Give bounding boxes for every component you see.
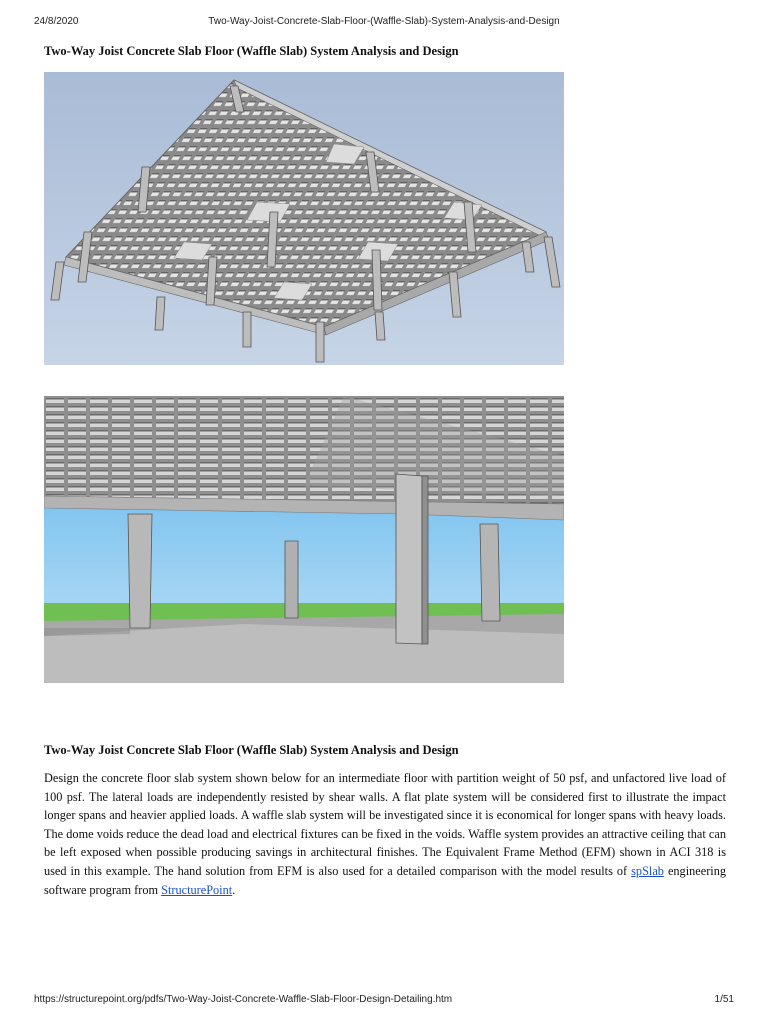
print-document-title: Two-Way-Joist-Concrete-Slab-Floor-(Waffle-Slab)-System-Analysis-and-Design <box>208 16 560 27</box>
section-heading: Two-Way Joist Concrete Slab Floor (Waffle Slab) System Analysis and Design <box>44 743 459 757</box>
spslab-link[interactable]: spSlab <box>631 863 664 878</box>
paragraph-text-1: Design the concrete floor slab system shown below for an intermediate floor with partition weight of 50 psf, and unfactored live load of 100 psf. The lateral loads are independently resisted by shear walls. A flat plate system will be considered first to illustrate the impact longer spans and heavier applied loads. A waffle slab system will be investigated since it is economical for longer spans with heavy loads. The dome voids reduce the dead load and electrical fixtures can be fixed in the voids. Waffle system provides an attractive ceiling that can be left exposed when possible producing savings in architectural finishes. The Equivalent Frame Method (EFM) shown in ACI 318 is used in this example. The hand solution from EFM is also used for a detailed comparison with the model results of <box>44 771 726 878</box>
print-url: https://structurepoint.org/pdfs/Two-Way-Joist-Concrete-Waffle-Slab-Floor-Design-Detailing.htm <box>34 994 453 1005</box>
paragraph-text-2: engineering software program from <box>44 863 726 897</box>
paragraph-text-3: . <box>232 882 236 897</box>
waffle-slab-3d-figure <box>44 72 564 365</box>
design-description-paragraph <box>44 769 726 899</box>
page-number: 1/51 <box>714 994 734 1005</box>
article-title: Two-Way Joist Concrete Slab Floor (Waffle Slab) System Analysis and Design <box>44 44 459 58</box>
print-footer <box>0 994 768 1008</box>
structurepoint-link[interactable]: StructurePoint <box>161 882 233 897</box>
print-date: 24/8/2020 <box>34 16 79 27</box>
print-header <box>0 16 768 30</box>
waffle-slab-interior-figure <box>44 396 564 683</box>
